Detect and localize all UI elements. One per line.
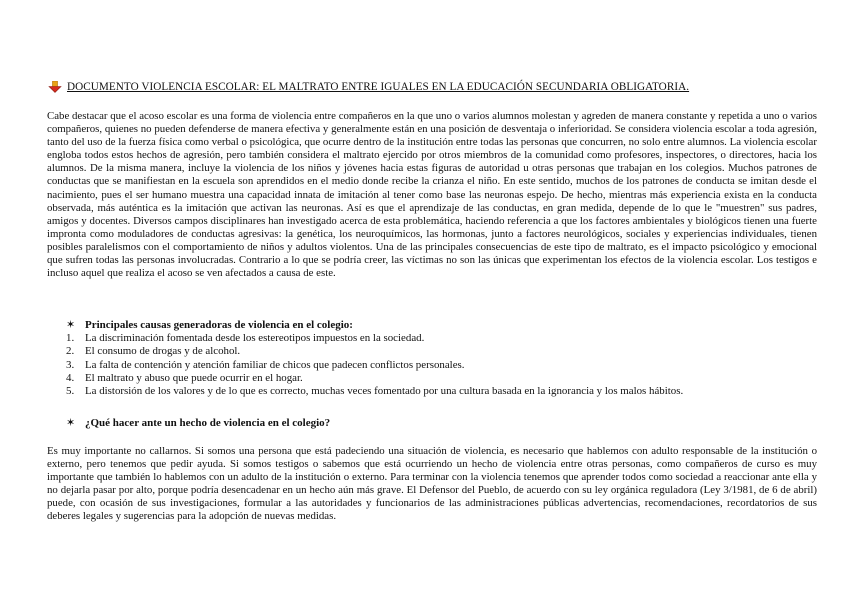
what-to-do-heading: ¿Qué hacer ante un hecho de violencia en el colegio? — [85, 416, 331, 429]
list-item: 2. El consumo de drogas y de alcohol. — [66, 345, 241, 358]
list-item: 3. La falta de contención y atención familiar de chicos que padecen conflictos personales. — [66, 358, 465, 371]
intro-paragraph: Cabe destacar que el acoso escolar es una forma de violencia entre compañeros en la que uno o varios alumnos molestan y agreden de manera constante y repetida a uno o varios compañeros, quienes no pueden defenderse de manera efectiva y generalmente están en una posición de desventaja o inferioridad. Se considera violencia escolar a toda agresión, tanto del uso de la fuerza física como verbal o psicológica, que ocurre dentro de la institución entre todas las personas que concurren, no solo entre alumnos. La violencia escolar engloba todos estos hechos de agresión, pero también considera el maltrato ejercido por otros miembros de la comunidad como profesores, inspectores, o directores, hacia los alumnos. De la misma manera, incluye la violencia de los niños y jóvenes hacia estas figuras de autoridad u otras personas que trabajan en los colegios. Muchos patrones de conductas que se manifiestan en la escuela son aprendidos en el medio donde recibe la crianza el niño. En este sentido, muchos de los patrones de conducta se imitan desde el nacimiento, pues el ser humano muestra una capacidad innata de imitación al tener como base las neuronas espejo. De hecho, mientras más experiencia exista en la conducta observada, más auténtica es la imitación que activan las neuronas. Así es que el aprendizaje de las conductas, en gran medida, depende de lo que le "muestren" sus padres, amigos y docentes. Diversos campos disciplinares han investigado acerca de esta problemática, haciendo referencia a que los factores ambientales y biológicos tienen una fuerte impronta como moduladores de conductas agresivas: la genética, los neuroquímicos, las hormonas, junto a factores neurológicos, sociales y experiencias individuales, tienen posibles paralelismos con el comportamiento de niños y adultos violentos. Una de las principales consecuencias de este tipo de maltrato, es el impacto psicológico y emocional que sufren todas las personas involucradas. Contrario a lo que se podría creer, las víctimas no son las únicas que experimentan los efectos de la violencia escolar. Los testigos e incluso aquel que realiza el acoso se ven afectados a causa de este. — [47, 110, 817, 280]
causes-heading-row — [66, 318, 353, 331]
arrow-down-icon — [48, 81, 62, 93]
list-item: 4. El maltrato y abuso que puede ocurrir en el hogar. — [66, 371, 303, 384]
star-bullet-icon: ✶ — [66, 417, 76, 429]
causes-heading: Principales causas generadoras de violencia en el colegio: — [85, 318, 353, 331]
closing-paragraph: Es muy importante no callarnos. Si somos una persona que está padeciendo una situación de violencia, es necesario que hablemos con adulto responsable de la institución o externo, pero tenemos que pedir ayuda. Si somos testigos o sabemos que está ocurriendo un hecho de violencia entre otras personas, como compañeros de curso es muy importante que también lo hablemos con un adulto de la institución o externo. Para terminar con la violencia tenemos que aprender todos como sociedad a reaccionar ante ella y no dejarla pasar por alto, porque podría desencadenar en un hecho aún más grave. El Defensor del Pueblo, de acuerdo con su ley orgánica reguladora (Ley 3/1981, de 6 de abril) puede, con ocasión de sus investigaciones, formular a las autoridades y funcionarios de las administraciones públicas advertencias, recomendaciones, recordatorios de sus deberes legales y sugerencias para la adopción de nuevas medidas. — [47, 445, 817, 523]
causes-list — [66, 332, 683, 398]
list-item: 5. La distorsión de los valores y de lo que es correcto, muchas veces fomentado por una cultura basada en la ignorancia y los malos hábitos. — [66, 385, 684, 398]
list-item: 1. La discriminación fomentada desde los estereotipos impuestos en la sociedad. — [66, 332, 425, 344]
document-title-row — [48, 81, 689, 93]
what-to-do-heading-row — [66, 416, 330, 429]
star-bullet-icon: ✶ — [66, 319, 76, 331]
document-title: DOCUMENTO VIOLENCIA ESCOLAR: EL MALTRATO ENTRE IGUALES EN LA EDUCACIÓN SECUNDARIA OBLIGATORIA. — [67, 81, 690, 93]
